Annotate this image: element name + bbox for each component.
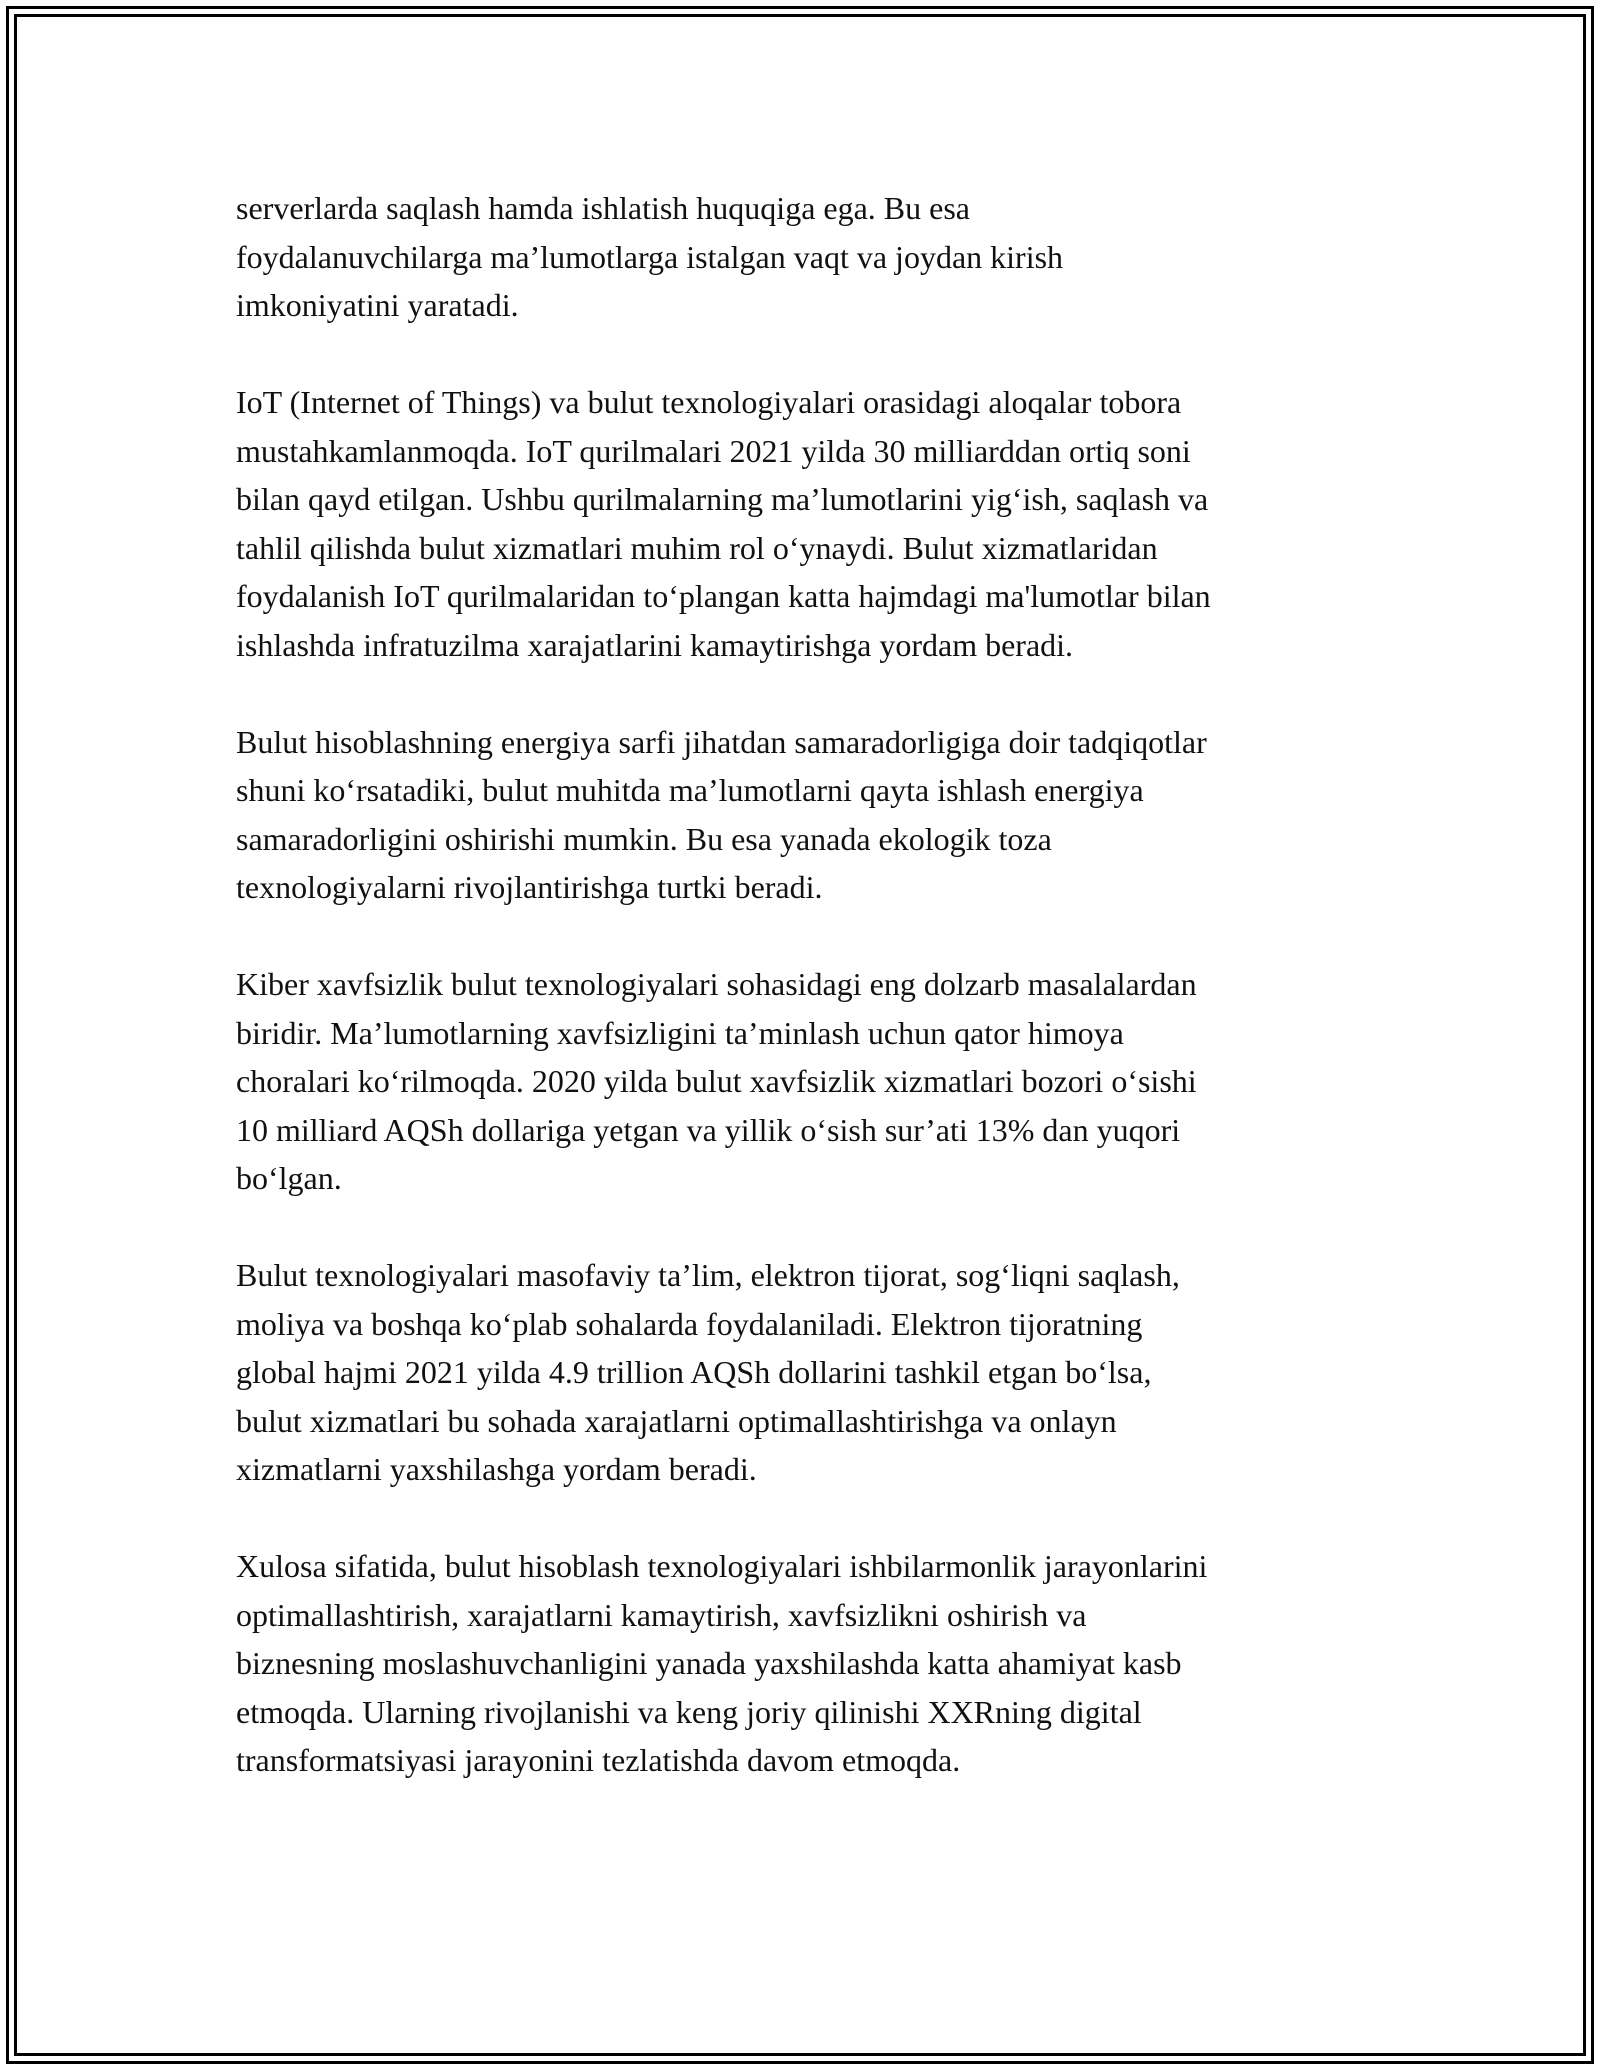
paragraph-applications: Bulut texnologiyalari masofaviy ta’lim, elektron tijorat, sog‘liqni saqlash, moliya va boshqa ko‘plab sohalarda foydalaniladi. Elektron tijoratning global hajmi 2021 yilda 4.9 trillion AQSh dollarini tashkil etgan bo‘lsa, bulut xizmatlari bu sohada xarajatlarni optimallashtirishga va onlayn xizmatlarni yaxshilashga yordam beradi. xyxy=(236,1257,1180,1487)
paragraph-cyber-security: Kiber xavfsizlik bulut texnologiyalari sohasidagi eng dolzarb masalalardan biridir. Ma’lumotlarning xavfsizligini ta’minlash uchun qator himoya choralari ko‘rilmoqda. 2020 yilda bulut xavfsizlik xizmatlari bozori o‘sishi 10 milliard AQSh dollariga yetgan va yillik o‘sish sur’ati 13% dan yuqori bo‘lgan. xyxy=(236,966,1197,1196)
paragraph-energy-efficiency: Bulut hisoblashning energiya sarfi jihatdan samaradorligiga doir tadqiqotlar shuni ko‘rsatadiki, bulut muhitda ma’lumotlarni qayta ishlash energiya samaradorligini oshirishi mumkin. Bu esa yanada ekologik toza texnologiyalarni rivojlantirishga turtki beradi. xyxy=(236,723,1207,905)
paragraph-conclusion: Xulosa sifatida, bulut hisoblash texnologiyalari ishbilarmonlik jarayonlarini optimallashtirish, xarajatlarni kamaytirish, xavfsizlikni oshirish va biznesning moslashuvchanligini yanada yaxshilashda katta ahamiyat kasb etmoqda. Ularning rivojlanishi va keng joriy qilinishi XXRning digital transformatsiyasi jarayonini tezlatishda davom etmoqda. xyxy=(236,1548,1208,1778)
paragraph-iot: IoT (Internet of Things) va bulut texnologiyalari orasidagi aloqalar tobora mustahkamlanmoqda. IoT qurilmalari 2021 yilda 30 milliarddan ortiq soni bilan qayd etilgan. Ushbu qurilmalarning ma’lumotlarini yig‘ish, saqlash va tahlil qilishda bulut xizmatlari muhim rol o‘ynaydi. Bulut xizmatlaridan foydalanish IoT qurilmalaridan to‘plangan katta hajmdagi ma'lumotlar bilan ishlashda infratuzilma xarajatlarini kamaytirishga yordam beradi. xyxy=(236,384,1211,663)
document-body xyxy=(236,184,1366,1785)
paragraph-data-access: serverlarda saqlash hamda ishlatish huquqiga ega. Bu esa foydalanuvchilarga ma’lumotlarga istalgan vaqt va joydan kirish imkoniyatini yaratadi. xyxy=(236,190,1064,323)
